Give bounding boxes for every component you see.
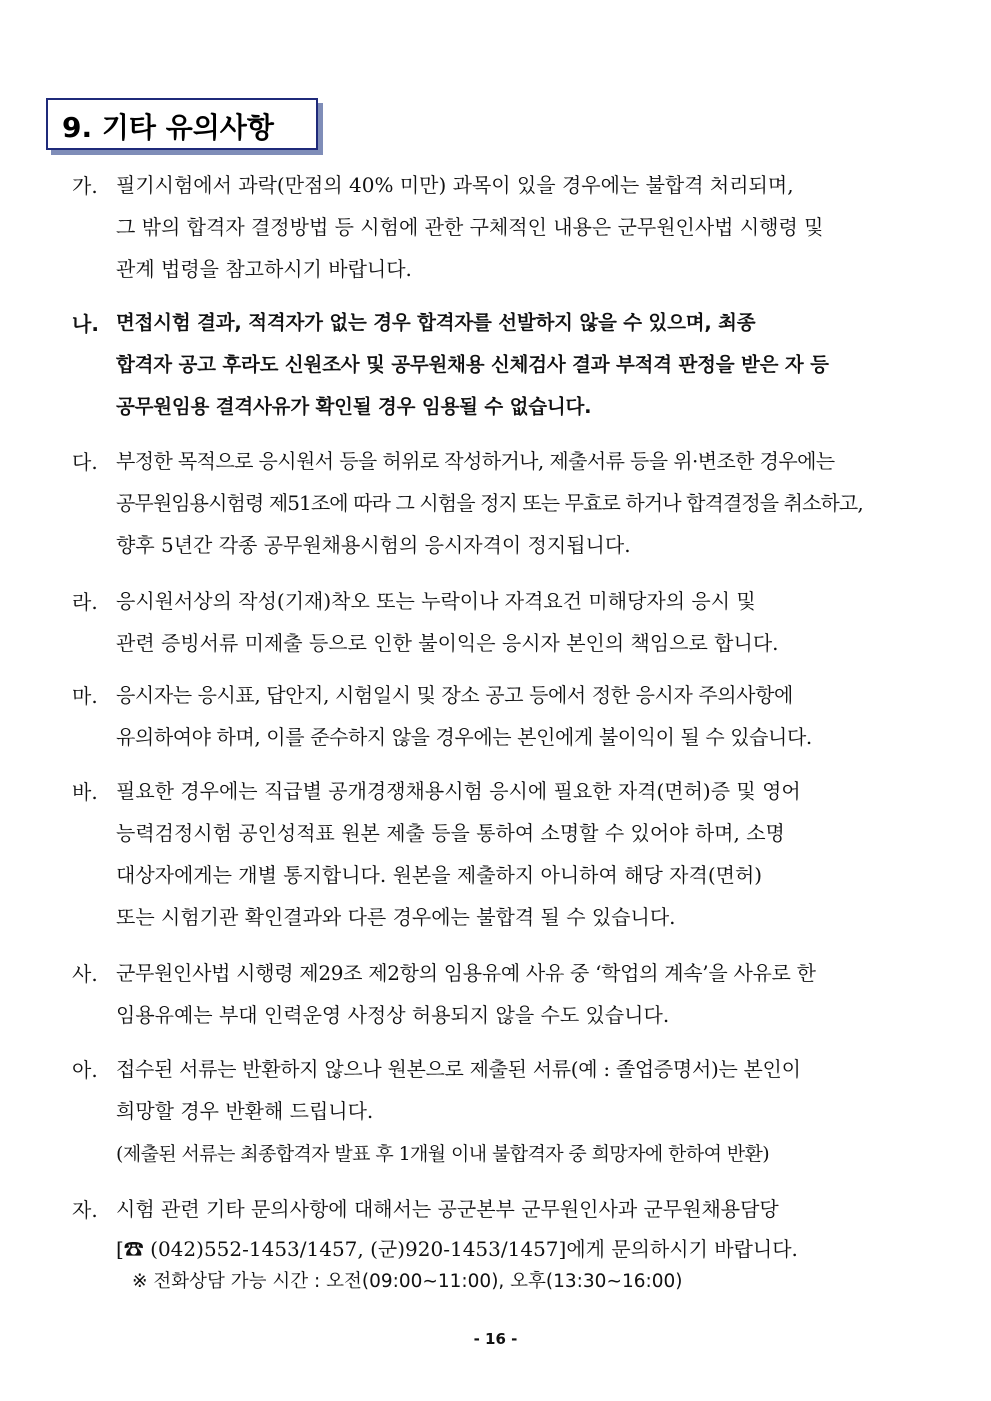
item-line: 군무원인사법 시행령 제29조 제2항의 임용유예 사유 중 ‘학업의 계속’을 사유로 한 (116, 961, 816, 985)
item-marker: 가. (72, 174, 98, 198)
item-line: 필기시험에서 과락(만점의 40% 미만) 과목이 있을 경우에는 불합격 처리되며, (116, 173, 794, 197)
item-marker: 아. (72, 1058, 98, 1082)
item-line: 접수된 서류는 반환하지 않으나 원본으로 제출된 서류(예 : 졸업증명서)는 본인이 (116, 1057, 801, 1081)
item-marker: 라. (72, 590, 98, 614)
section-heading-box (46, 98, 318, 150)
item-marker: 자. (72, 1198, 98, 1222)
item-line: 시험 관련 기타 문의사항에 대해서는 공군본부 군무원인사과 군무원채용담당 (116, 1197, 779, 1221)
item-marker: 사. (72, 962, 98, 986)
item-line: 공무원임용시험령 제51조에 따라 그 시험을 정지 또는 무효로 하거나 합격결정을 취소하고, (116, 491, 863, 515)
section-title: 9. 기타 유의사항 (62, 111, 274, 144)
item-line: 향후 5년간 각종 공무원채용시험의 응시자격이 정지됩니다. (116, 533, 631, 557)
page-number: - 16 - (473, 1330, 518, 1348)
item-line: 관계 법령을 참고하시기 바랍니다. (116, 257, 412, 281)
item-marker: 마. (72, 684, 98, 708)
item-line: 합격자 공고 후라도 신원조사 및 공무원채용 신체검사 결과 부적격 판정을 받은 자 등 (116, 353, 829, 376)
item-line: 능력검정시험 공인성적표 원본 제출 등을 통하여 소명할 수 있어야 하며, 소명 (116, 821, 785, 845)
item-line: 그 밖의 합격자 결정방법 등 시험에 관한 구체적인 내용은 군무원인사법 시행령 및 (116, 215, 824, 239)
item-marker: 다. (72, 450, 98, 474)
item-line: 부정한 목적으로 응시원서 등을 허위로 작성하거나, 제출서류 등을 위·변조한 경우에는 (116, 449, 835, 473)
contact-phone-line: [☎ (042)552-1453/1457, (군)920-1453/1457]에게 문의하시기 바랍니다. (116, 1237, 798, 1261)
returned-documents-note: (제출된 서류는 최종합격자 발표 후 1개월 이내 불합격자 중 희망자에 한하여 반환) (116, 1143, 770, 1165)
item-line: 임용유예는 부대 인력운영 사정상 허용되지 않을 수도 있습니다. (116, 1003, 670, 1027)
item-line: 또는 시험기관 확인결과와 다른 경우에는 불합격 될 수 있습니다. (116, 905, 676, 929)
item-line: 관련 증빙서류 미제출 등으로 인한 불이익은 응시자 본인의 책임으로 합니다. (116, 631, 779, 655)
phone-hours-note: ※ 전화상담 가능 시간 : 오전(09:00∼11:00), 오후(13:30∼16:00) (132, 1271, 683, 1292)
item-line: 희망할 경우 반환해 드립니다. (116, 1099, 374, 1123)
item-line: 필요한 경우에는 직급별 공개경쟁채용시험 응시에 필요한 자격(면허)증 및 영어 (116, 779, 801, 803)
item-line: 응시자는 응시표, 답안지, 시험일시 및 장소 공고 등에서 정한 응시자 주의사항에 (116, 683, 793, 707)
item-line: 대상자에게는 개별 통지합니다. 원본을 제출하지 아니하여 해당 자격(면허) (116, 863, 763, 887)
item-line: 응시원서상의 작성(기재)착오 또는 누락이나 자격요건 미해당자의 응시 및 (116, 589, 756, 613)
item-line: 면접시험 결과, 적격자가 없는 경우 합격자를 선발하지 않을 수 있으며, 최종 (116, 311, 756, 334)
item-marker: 나. (72, 312, 99, 336)
item-line: 공무원임용 결격사유가 확인될 경우 임용될 수 없습니다. (116, 395, 592, 418)
item-line: 유의하여야 하며, 이를 준수하지 않을 경우에는 본인에게 불이익이 될 수 있습니다. (116, 725, 812, 749)
item-marker: 바. (72, 780, 98, 804)
